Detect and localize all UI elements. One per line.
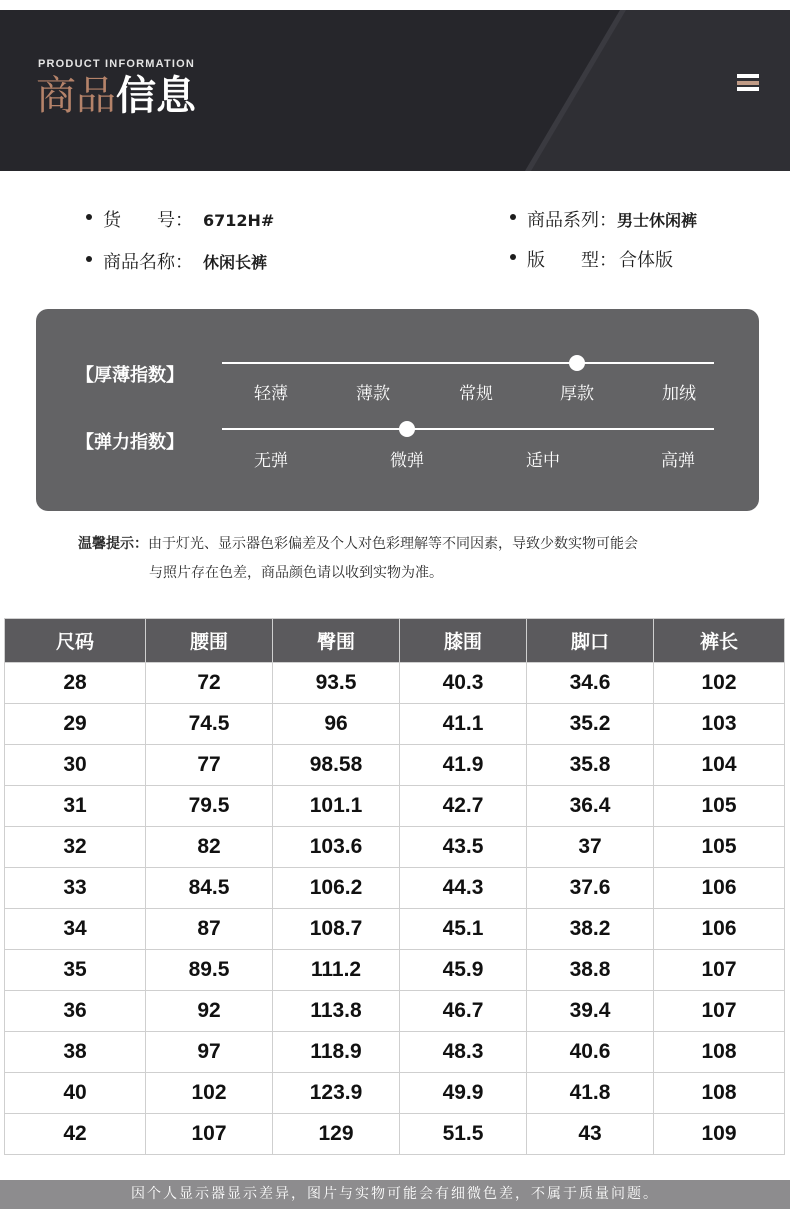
- elasticity-option: 无弹: [254, 451, 288, 471]
- column-header: 裤长: [654, 619, 785, 663]
- table-cell: 49.9: [400, 1073, 527, 1114]
- table-cell: 118.9: [273, 1032, 400, 1073]
- page-title-light: 商品: [36, 73, 116, 119]
- tip-text-1: 由于灯光、显示器色彩偏差及个人对色彩理解等不同因素，导致少数实物可能会: [148, 536, 638, 552]
- table-cell: 35.8: [527, 745, 654, 786]
- column-header: 膝围: [400, 619, 527, 663]
- thickness-option: 厚款: [560, 384, 594, 404]
- table-cell: 109: [654, 1114, 785, 1155]
- table-cell: 46.7: [400, 991, 527, 1032]
- table-body: [5, 663, 785, 1155]
- table-cell: 44.3: [400, 868, 527, 909]
- table-cell: 35: [5, 950, 146, 991]
- table-cell: 33: [5, 868, 146, 909]
- table-row: [5, 991, 785, 1032]
- footer-disclaimer: 因个人显示器显示差异，图片与实物可能会有细微色差，不属于质量问题。: [0, 1180, 790, 1209]
- table-row: [5, 704, 785, 745]
- table-cell: 40.3: [400, 663, 527, 704]
- thickness-selected-marker: [569, 355, 585, 371]
- table-cell: 72: [146, 663, 273, 704]
- table-cell: 40.6: [527, 1032, 654, 1073]
- table-cell: 106.2: [273, 868, 400, 909]
- table-cell: 108: [654, 1073, 785, 1114]
- table-cell: 89.5: [146, 950, 273, 991]
- table-cell: 108: [654, 1032, 785, 1073]
- table-row: [5, 745, 785, 786]
- info-sku-value: 6712H#: [203, 211, 275, 230]
- table-cell: 37.6: [527, 868, 654, 909]
- bullet-icon: [510, 254, 516, 260]
- table-cell: 31: [5, 786, 146, 827]
- table-cell: 84.5: [146, 868, 273, 909]
- table-cell: 30: [5, 745, 146, 786]
- tip-label: 温馨提示：: [78, 536, 148, 552]
- table-cell: 77: [146, 745, 273, 786]
- table-cell: 42.7: [400, 786, 527, 827]
- table-cell: 42: [5, 1114, 146, 1155]
- table-cell: 103.6: [273, 827, 400, 868]
- thickness-scale-line: [222, 362, 714, 364]
- table-cell: 41.1: [400, 704, 527, 745]
- tip-text-2: 与照片存在色差，商品颜色请以收到实物为准。: [149, 565, 443, 581]
- table-cell: 36: [5, 991, 146, 1032]
- info-series: [510, 210, 697, 232]
- table-cell: 45.9: [400, 950, 527, 991]
- table-cell: 107: [654, 991, 785, 1032]
- table-row: [5, 950, 785, 991]
- table-cell: 29: [5, 704, 146, 745]
- table-cell: 123.9: [273, 1073, 400, 1114]
- table-cell: 41.8: [527, 1073, 654, 1114]
- table-cell: 39.4: [527, 991, 654, 1032]
- table-cell: 103: [654, 704, 785, 745]
- elasticity-selected-marker: [399, 421, 415, 437]
- elasticity-option: 高弹: [661, 451, 695, 471]
- table-cell: 105: [654, 827, 785, 868]
- table-cell: 102: [146, 1073, 273, 1114]
- table-row: [5, 827, 785, 868]
- table-cell: 34: [5, 909, 146, 950]
- table-cell: 102: [654, 663, 785, 704]
- elasticity-index-label: 【弹力指数】: [76, 432, 184, 453]
- info-series-value: 男士休闲裤: [617, 211, 698, 230]
- table-cell: 106: [654, 868, 785, 909]
- table-cell: 104: [654, 745, 785, 786]
- table-cell: 34.6: [527, 663, 654, 704]
- info-name-label: 商品名称：: [103, 252, 193, 273]
- page-title-bold: 信息: [116, 73, 196, 119]
- table-cell: 101.1: [273, 786, 400, 827]
- table-cell: 28: [5, 663, 146, 704]
- table-cell: 43: [527, 1114, 654, 1155]
- table-cell: 51.5: [400, 1114, 527, 1155]
- table-cell: 107: [654, 950, 785, 991]
- bullet-icon: [86, 214, 92, 220]
- table-cell: 98.58: [273, 745, 400, 786]
- table-cell: 106: [654, 909, 785, 950]
- column-header: 脚口: [527, 619, 654, 663]
- table-header-row: [5, 619, 785, 663]
- thickness-option: 常规: [459, 384, 493, 404]
- size-table: [4, 618, 785, 1155]
- table-cell: 87: [146, 909, 273, 950]
- bullet-icon: [86, 256, 92, 262]
- table-cell: 92: [146, 991, 273, 1032]
- table-cell: 113.8: [273, 991, 400, 1032]
- table-cell: 105: [654, 786, 785, 827]
- table-cell: 96: [273, 704, 400, 745]
- table-cell: 107: [146, 1114, 273, 1155]
- table-cell: 38.2: [527, 909, 654, 950]
- info-sku: [86, 210, 274, 232]
- table-row: [5, 1073, 785, 1114]
- thickness-option: 轻薄: [254, 384, 288, 404]
- table-cell: 48.3: [400, 1032, 527, 1073]
- info-fit-label: 版 型：: [527, 250, 617, 271]
- info-name-value: 休闲长裤: [203, 253, 268, 272]
- table-cell: 38: [5, 1032, 146, 1073]
- info-fit: [510, 250, 673, 272]
- thickness-index-label: 【厚薄指数】: [76, 365, 184, 386]
- index-panel: [36, 309, 759, 511]
- table-row: [5, 786, 785, 827]
- info-name: [86, 252, 267, 274]
- page-title: [36, 72, 196, 120]
- table-cell: 37: [527, 827, 654, 868]
- elasticity-option: 适中: [526, 451, 560, 471]
- table-cell: 45.1: [400, 909, 527, 950]
- tip-line-1: [78, 530, 738, 559]
- table-cell: 40: [5, 1073, 146, 1114]
- table-cell: 43.5: [400, 827, 527, 868]
- elasticity-option: 微弹: [390, 451, 424, 471]
- thickness-option: 薄款: [356, 384, 390, 404]
- table-cell: 79.5: [146, 786, 273, 827]
- table-cell: 93.5: [273, 663, 400, 704]
- bullet-icon: [510, 214, 516, 220]
- table-row: [5, 663, 785, 704]
- column-header: 腰围: [146, 619, 273, 663]
- info-series-label: 商品系列：: [527, 210, 617, 231]
- hamburger-menu-icon[interactable]: [737, 74, 759, 91]
- column-header: 尺码: [5, 619, 146, 663]
- table-row: [5, 1114, 785, 1155]
- header-banner: [0, 10, 790, 171]
- column-header: 臀围: [273, 619, 400, 663]
- table-cell: 38.8: [527, 950, 654, 991]
- color-tip: [78, 530, 738, 588]
- table-cell: 111.2: [273, 950, 400, 991]
- table-cell: 35.2: [527, 704, 654, 745]
- table-cell: 129: [273, 1114, 400, 1155]
- table-row: [5, 909, 785, 950]
- elasticity-scale-line: [222, 428, 714, 430]
- table-cell: 74.5: [146, 704, 273, 745]
- table-cell: 36.4: [527, 786, 654, 827]
- thickness-option: 加绒: [662, 384, 696, 404]
- table-cell: 41.9: [400, 745, 527, 786]
- info-fit-value: 合体版: [619, 250, 673, 271]
- table-row: [5, 868, 785, 909]
- table-row: [5, 1032, 785, 1073]
- table-cell: 108.7: [273, 909, 400, 950]
- table-cell: 32: [5, 827, 146, 868]
- table-cell: 82: [146, 827, 273, 868]
- table-cell: 97: [146, 1032, 273, 1073]
- info-sku-label: 货 号：: [103, 210, 193, 231]
- header-subtitle: PRODUCT INFORMATION: [38, 58, 196, 70]
